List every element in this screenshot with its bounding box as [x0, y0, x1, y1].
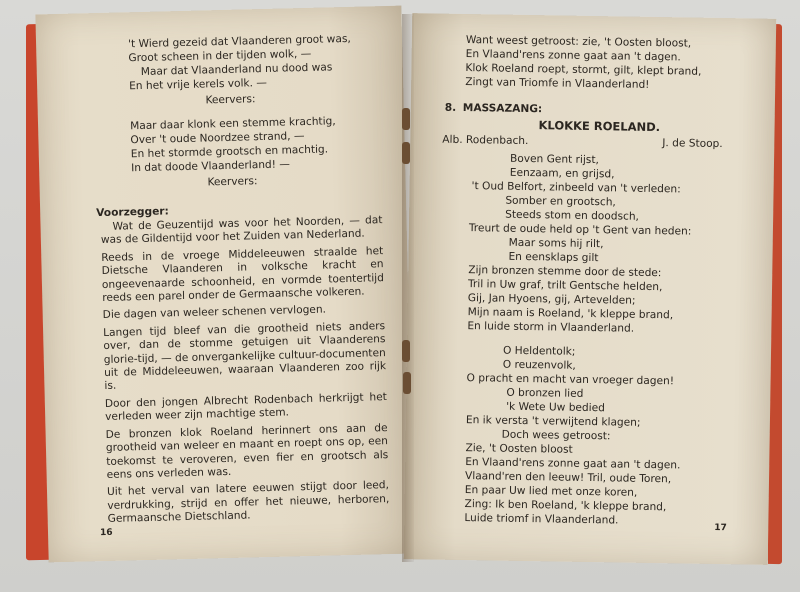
poem-line: Maar dat Vlaanderland nu dood was [140, 61, 333, 78]
verse-line: Zie, 't Oosten bloost [465, 442, 573, 456]
staple [402, 340, 410, 362]
verse-line: Steeds stom en doodsch, [505, 208, 640, 223]
verse-line: Eenzaam, en grijsd, [509, 166, 615, 181]
poem-line: Maar daar klonk een stemme krachtig, [129, 115, 336, 133]
verse-line: Maar soms hij rilt, [508, 236, 604, 251]
verse-line: 't Oud Belfort, zinbeeld van 't verleden: [471, 180, 681, 196]
verse-line: Tril in Uw graf, trilt Gentsche helden, [467, 278, 663, 294]
staple [402, 142, 410, 164]
staple [403, 372, 411, 394]
page-number: 16 [99, 527, 113, 539]
composer: J. de Stoop. [662, 137, 723, 151]
verse-line: Gij, Jan Hyoens, gij, Artevelden; [467, 292, 636, 307]
paragraph: Door den jongen Albrecht Rodenbach herkrijgt het verleden weer zijn machtige stem. [104, 390, 387, 424]
paragraph: Reeds in de vroege Middeleeuwen straalde het Dietsche Vlaanderen in volksche kracht en ongeevenaarde schoonheid, en vormde toentertijd reeds een parel onder de Germaansche volkeren. [101, 244, 385, 305]
paragraph: Uit het verval van latere eeuwen stijgt door leed, verdrukking, strijd en offer het nieuwe, herboren, Germaansche Dietschland. [106, 479, 390, 526]
poem-line: En Vlaand'rens zonne gaat aan 't dagen. [465, 48, 681, 64]
verse-line: Vlaand'ren den leeuw! Tril, oude Toren, [464, 470, 672, 486]
right-page [404, 13, 777, 565]
poem-line: En het stormde grootsch en machtig. [130, 143, 329, 161]
refrain-label: Keervers: [207, 175, 258, 189]
poem-line: En het vrije kerels volk. — [128, 76, 268, 93]
verse-line: Luide triomf in Vlaanderland. [464, 512, 619, 527]
verse-line: Somber en grootsch, [505, 194, 616, 209]
poem-line: Groot scheen in der tijden wolk, — [128, 47, 312, 65]
left-page [35, 6, 414, 563]
verse-line: O pracht en macht van vroeger dagen! [466, 372, 675, 388]
verse-line: Boven Gent rijst, [509, 152, 599, 167]
author: Alb. Rodenbach. [442, 133, 529, 148]
verse-line: En paar Uw lied met onze koren, [464, 484, 638, 499]
verse-line: Zijn bronzen stemme door de stede: [468, 264, 662, 280]
verse-line: O Heldentolk; [502, 344, 576, 358]
book-spine [402, 14, 414, 562]
verse-line: En ik versta 't verwijtend klagen; [465, 414, 641, 429]
refrain-label: Keervers: [205, 93, 256, 107]
paragraph: Wat de Geuzentijd was voor het Noorden, — dat was de Gildentijd voor het Zuiden van Nederland. [100, 214, 383, 247]
speaker-label: Voorzegger: [96, 205, 169, 220]
prose-block [100, 214, 389, 530]
poem-line: Klok Roeland roept, stormt, gilt, klept brand, [465, 62, 702, 78]
paragraph: Langen tijd bleef van die grootheid niets anders over, dan de stomme getuigen uit Vlaanderens glorie-tijd, — de onvergankelijke cultuur-documenten uit de Middeleeuwen, waaraan Vlaanderen zoo rijk is. [103, 319, 387, 393]
verse-line: O reuzenvolk, [502, 358, 576, 372]
poem-line: Zingt van Triomfe in Vlaanderland! [465, 76, 650, 91]
section-number: 8. [444, 101, 457, 114]
paragraph: De bronzen klok Roeland herinnert ons aan de grootheid van weleer en maant en roept ons op, een toekomst te veroveren, even fier en grootsch als eens ons verleden was. [105, 421, 389, 481]
verse-line: Treurt de oude held op 't Gent van heden: [468, 222, 692, 238]
paragraph: Die dagen van weleer schenen vervlogen. [102, 303, 327, 322]
verse-line: Zing: Ik ben Roeland, 'k kleppe brand, [464, 498, 667, 514]
verse-line: O bronzen lied [506, 386, 584, 400]
poem-line: In dat doode Vlaanderland! — [130, 158, 291, 175]
verse-line: 'k Wete Uw bedied [506, 400, 605, 415]
staple [402, 108, 410, 130]
poem-line: Over 't oude Noordzee strand, — [130, 130, 305, 147]
poem-line: 't Wierd gezeid dat Vlaanderen groot was, [127, 32, 351, 51]
verse-line: Doch wees getroost: [501, 428, 611, 443]
verse-line: Mijn naam is Roeland, 'k kleppe brand, [467, 306, 674, 322]
song-title: KLOKKE ROELAND. [538, 118, 661, 135]
section-title: MASSAZANG: [462, 101, 543, 116]
verse-line: En eensklaps gilt [508, 250, 599, 265]
poem-line: Want weest getroost: zie, 't Oosten bloost, [465, 34, 692, 50]
verse-line: En luide storm in Vlaanderland. [467, 320, 635, 335]
page-number: 17 [714, 522, 727, 534]
verse-line: En Vlaand'rens zonne gaat aan 't dagen. [465, 456, 681, 472]
